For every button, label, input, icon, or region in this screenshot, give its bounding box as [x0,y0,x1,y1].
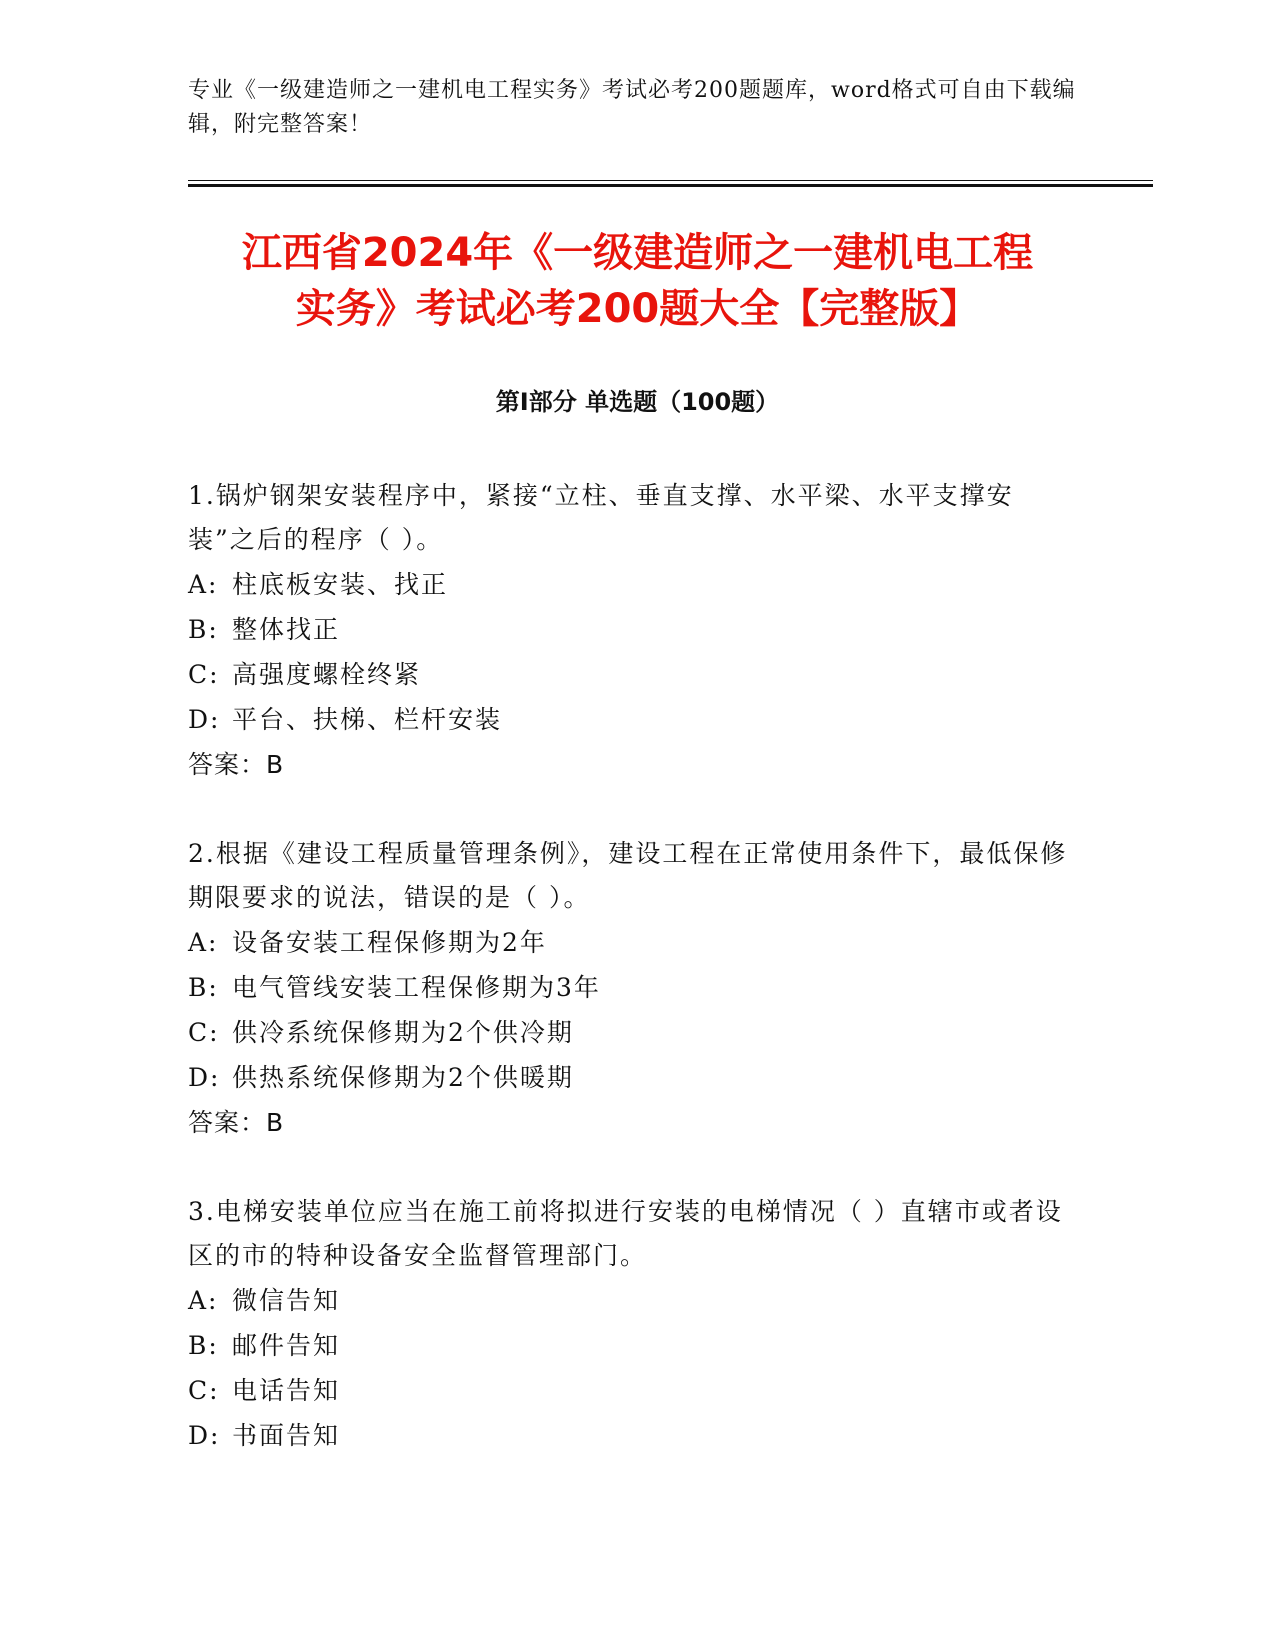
option-d [188,1055,1068,1100]
option-letter: C: [188,1376,220,1405]
option-letter: D: [188,705,221,734]
option-text: 供冷系统保修期为2个供冷期 [232,1018,574,1047]
document-title [150,225,1125,337]
option-letter: A: [188,1286,219,1315]
option-letter: D: [188,1421,221,1450]
question-list [188,474,1068,1502]
document-title-line-1: 江西省2024年《一级建造师之一建机电工程 [241,230,1034,276]
document-title-line-2: 实务》考试必考200题大全【完整版】 [295,286,980,332]
header-divider-thick [188,184,1153,187]
option-a [188,920,1068,965]
option-c [188,652,1068,697]
header-divider-thin [188,180,1153,181]
question-1 [188,474,1068,788]
option-b [188,1323,1068,1368]
option-text: 供热系统保修期为2个供暖期 [232,1063,574,1092]
option-d [188,697,1068,742]
option-text: 电话告知 [232,1376,341,1405]
header-note: 专业《一级建造师之一建机电工程实务》考试必考200题题库，word格式可自由下载编辑，附完整答案！ [188,78,1076,137]
option-d [188,1413,1068,1458]
option-b [188,607,1068,652]
option-a [188,562,1068,607]
option-text: 邮件告知 [232,1331,341,1360]
option-text: 柱底板安装、找正 [232,570,449,599]
option-letter: B: [188,615,219,644]
option-text: 平台、扶梯、栏杆安装 [232,705,503,734]
option-letter: A: [188,570,219,599]
option-text: 设备安装工程保修期为2年 [232,928,547,957]
option-letter: A: [188,928,219,957]
question-2 [188,832,1068,1146]
option-text: 电气管线安装工程保修期为3年 [232,973,601,1002]
option-letter: C: [188,1018,220,1047]
question-stem: 3.电梯安装单位应当在施工前将拟进行安装的电梯情况（ ）直辖市或者设区的市的特种设备安全监督管理部门。 [188,1197,1063,1270]
answer: 答案：B [188,1108,285,1137]
option-letter: C: [188,660,220,689]
option-text: 微信告知 [232,1286,341,1315]
option-letter: B: [188,1331,219,1360]
question-3 [188,1190,1068,1458]
answer: 答案：B [188,750,285,779]
option-letter: D: [188,1063,221,1092]
option-letter: B: [188,973,219,1002]
option-c [188,1368,1068,1413]
option-text: 高强度螺栓终紧 [232,660,422,689]
option-a [188,1278,1068,1323]
option-c [188,1010,1068,1055]
question-stem: 1.锅炉钢架安装程序中，紧接“立柱、垂直支撑、水平梁、水平支撑安装”之后的程序（ ）。 [188,481,1014,554]
option-text: 整体找正 [232,615,341,644]
option-text: 书面告知 [232,1421,341,1450]
option-b [188,965,1068,1010]
question-stem: 2.根据《建设工程质量管理条例》，建设工程在正常使用条件下，最低保修期限要求的说法，错误的是（ ）。 [188,839,1068,912]
section-title: 第Ⅰ部分 单选题（100题） [495,388,780,416]
